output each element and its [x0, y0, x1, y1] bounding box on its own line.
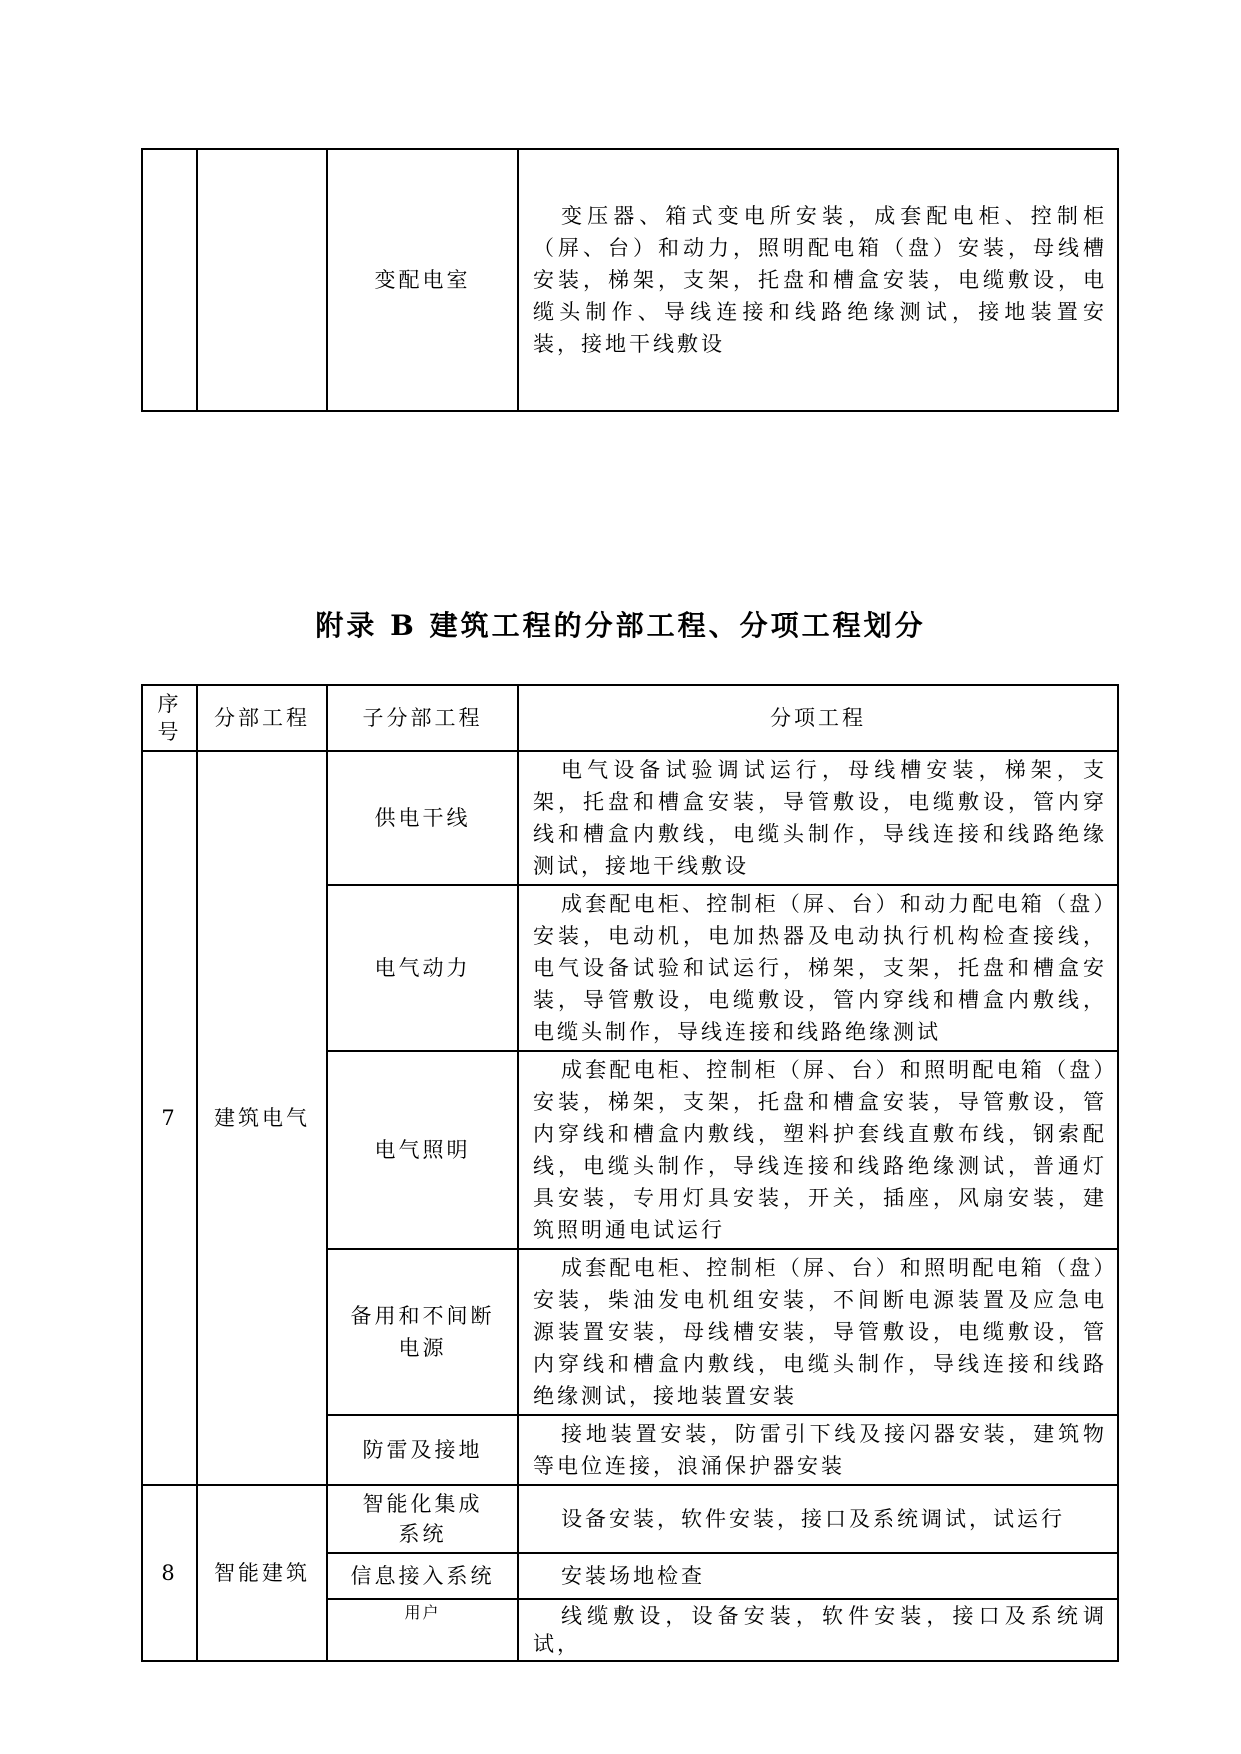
continued-table: [141, 148, 1119, 412]
items-text: 接地装置安装，防雷引下线及接闪器安装，建筑物等电位连接，浪涌保护器安装: [533, 1422, 1107, 1478]
sub-division: 电气动力: [327, 885, 518, 1051]
sub-division: 供电干线: [327, 751, 518, 885]
header-no: 序号: [142, 685, 197, 751]
cell-no: [142, 149, 197, 411]
items-text: 电气设备试验调试运行，母线槽安装，梯架，支架，托盘和槽盒安装，导管敷设，电缆敷设，管内穿线和槽盒内敷线，电缆头制作，导线连接和线路绝缘测试，接地干线敷设: [533, 758, 1107, 878]
sub-division: 防雷及接地: [327, 1415, 518, 1485]
table-row: [142, 1485, 1118, 1553]
items-text: 设备安装，软件安装，接口及系统调试，试运行: [561, 1507, 1065, 1531]
group-division: 建筑电气: [197, 751, 327, 1485]
items: [518, 1415, 1118, 1485]
items: [518, 1599, 1118, 1661]
table-header-row: [142, 685, 1118, 751]
header-sub-division: 子分部工程: [327, 685, 518, 751]
cell-sub-division: 变配电室: [327, 149, 518, 411]
items: [518, 885, 1118, 1051]
sub-division: 用户: [327, 1599, 518, 1661]
items: [518, 1051, 1118, 1249]
group-division: 智能建筑: [197, 1485, 327, 1661]
cell-items: [518, 149, 1118, 411]
items: [518, 1553, 1118, 1599]
sub-division: 信息接入系统: [327, 1553, 518, 1599]
header-items: 分项工程: [518, 685, 1118, 751]
items: [518, 1485, 1118, 1553]
items-text: 变压器、箱式变电所安装，成套配电柜、控制柜（屏、台）和动力，照明配电箱（盘）安装，母线槽安装，梯架，支架，托盘和槽盒安装，电缆敷设，电缆头制作、导线连接和线路绝缘测试，接地装置安装，接地干线敷设: [533, 204, 1107, 356]
items-text: 成套配电柜、控制柜（屏、台）和动力配电箱（盘）安装，电动机，电加热器及电动执行机构检查接线，电气设备试验和试运行，梯架，支架，托盘和槽盒安装，导管敷设，电缆敷设，管内穿线和槽盒内敷线，电缆头制作，导线连接和线路绝缘测试: [533, 892, 1107, 1044]
group-no: 7: [142, 751, 197, 1485]
items-text: 线缆敷设，设备安装，软件安装，接口及系统调试，: [533, 1604, 1107, 1656]
items-text: 安装场地检查: [561, 1564, 705, 1588]
header-division: 分部工程: [197, 685, 327, 751]
items: [518, 1249, 1118, 1415]
items: [518, 751, 1118, 885]
items-text: 成套配电柜、控制柜（屏、台）和照明配电箱（盘）安装，梯架，支架，托盘和槽盒安装，导管敷设，管内穿线和槽盒内敷线，塑料护套线直敷布线，钢索配线，电缆头制作，导线连接和线路绝缘测试，普通灯具安装，专用灯具安装，开关，插座，风扇安装，建筑照明通电试运行: [533, 1058, 1107, 1242]
cell-division: [197, 149, 327, 411]
division-table: [141, 684, 1119, 1662]
group-no: 8: [142, 1485, 197, 1661]
sub-division: 智能化集成系统: [327, 1485, 518, 1553]
sub-division: 备用和不间断电源: [327, 1249, 518, 1415]
items-text: 成套配电柜、控制柜（屏、台）和照明配电箱（盘）安装，柴油发电机组安装，不间断电源装置及应急电源装置安装，母线槽安装，导管敷设，电缆敷设，管内穿线和槽盒内敷线，电缆头制作，导线连接和线路绝缘测试，接地装置安装: [533, 1256, 1107, 1408]
appendix-title: 附录 B 建筑工程的分部工程、分项工程划分: [315, 609, 926, 642]
sub-division: 电气照明: [327, 1051, 518, 1249]
table-row: [142, 751, 1118, 885]
